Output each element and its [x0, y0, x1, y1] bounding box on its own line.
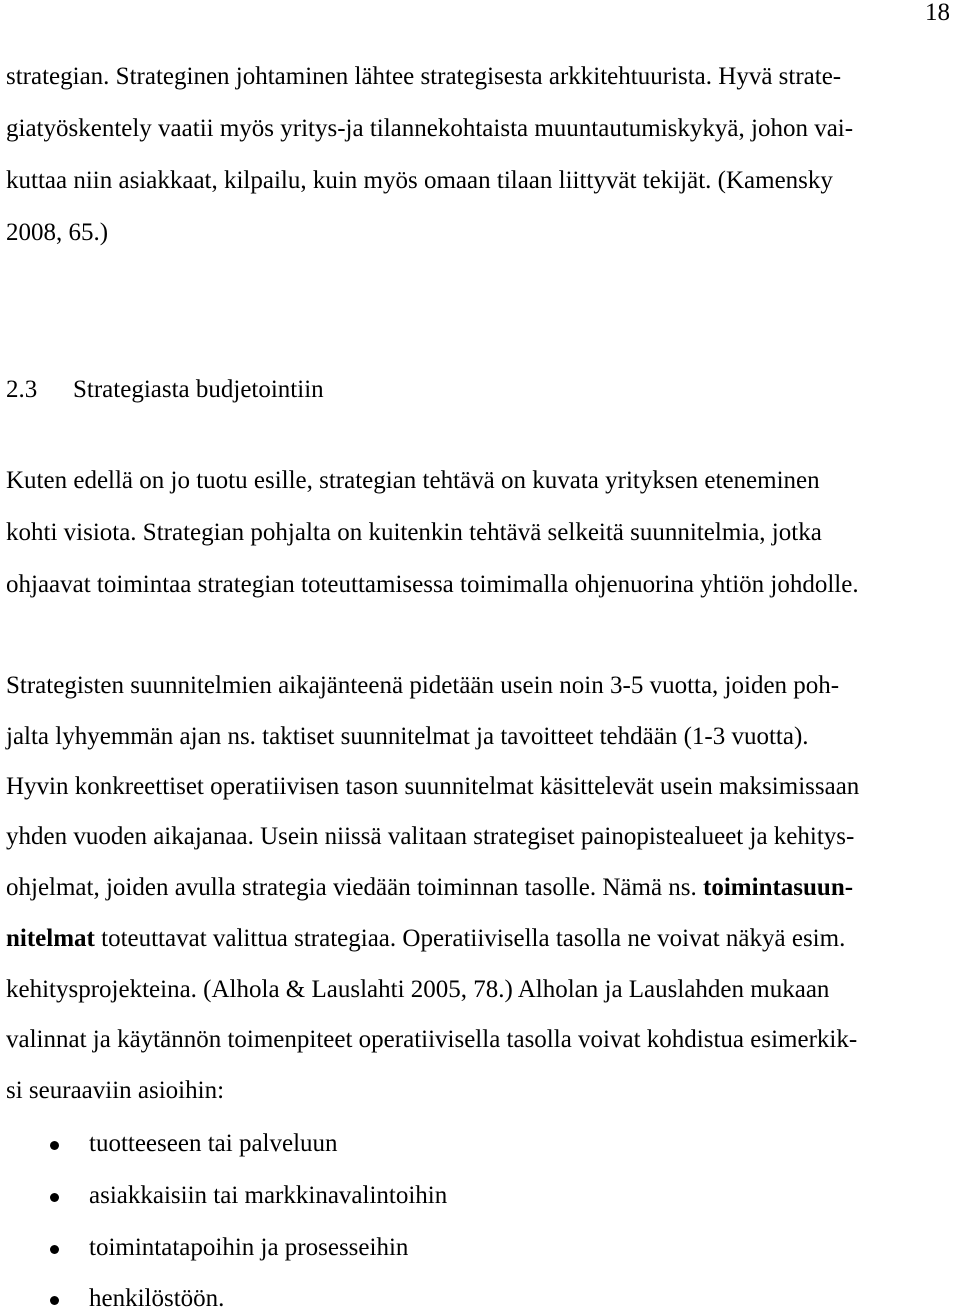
bold-term-part-1: toimintasuun- [703, 874, 854, 901]
section-title: Strategiasta budjetointiin [73, 376, 324, 403]
bullet-dot-3 [50, 1245, 59, 1254]
bullet-dot-4 [50, 1296, 59, 1305]
paragraph-1-line-4: 2008, 65.) [6, 219, 109, 246]
paragraph-3-line-5-text: ohjelmat, joiden avulla strategia viedään toiminnan tasolle. Nämä ns. [6, 874, 704, 901]
paragraph-3-line-2: jalta lyhyemmän ajan ns. taktiset suunnitelmat ja tavoitteet tehdään (1-3 vuotta). [6, 723, 809, 750]
page-number: 18 [925, 0, 950, 26]
bold-term-part-2: nitelmat [6, 925, 95, 952]
list-item-2: asiakkaisiin tai markkinavalintoihin [89, 1182, 448, 1209]
paragraph-2-line-2: kohti visiota. Strategian pohjalta on kuitenkin tehtävä selkeitä suunnitelmia, jotka [6, 519, 822, 546]
section-heading [6, 375, 324, 405]
list-item-3: toimintatapoihin ja prosesseihin [89, 1234, 409, 1261]
paragraph-3-line-3: Hyvin konkreettiset operatiivisen tason suunnitelmat käsittelevät usein maksimissaan [6, 773, 860, 800]
paragraph-1-line-2: giatyöskentely vaatii myös yritys-ja tilannekohtaista muuntautumiskykyä, johon vai- [6, 115, 854, 142]
paragraph-3-line-4: yhden vuoden aikajanaa. Usein niissä valitaan strategiset painopistealueet ja kehitys- [6, 823, 855, 850]
bullet-dot-2 [50, 1193, 59, 1202]
paragraph-1-line-1: strategian. Strateginen johtaminen lähtee strategisesta arkkitehtuurista. Hyvä strate- [6, 63, 842, 90]
bullet-dot-1 [50, 1141, 59, 1150]
paragraph-3-line-7: kehitysprojekteina. (Alhola & Lauslahti 2005, 78.) Alholan ja Lauslahden mukaan [6, 976, 830, 1003]
paragraph-3-line-6 [6, 924, 845, 954]
section-number: 2.3 [6, 376, 38, 403]
paragraph-3-line-8: valinnat ja käytännön toimenpiteet operatiivisella tasolla voivat kohdistua esimerkik- [6, 1026, 858, 1053]
list-item-4: henkilöstöön. [89, 1285, 225, 1312]
paragraph-1-line-3: kuttaa niin asiakkaat, kilpailu, kuin myös omaan tilaan liittyvät tekijät. (Kamensky [6, 167, 833, 194]
paragraph-3-line-9: si seuraaviin asioihin: [6, 1077, 225, 1104]
list-item-1: tuotteeseen tai palveluun [89, 1130, 338, 1157]
paragraph-3-line-6-text: toteuttavat valittua strategiaa. Operatiivisella tasolla ne voivat näkyä esim. [94, 925, 846, 952]
paragraph-3-line-1: Strategisten suunnitelmien aikajänteenä pidetään usein noin 3-5 vuotta, joiden poh- [6, 672, 840, 699]
paragraph-2-line-3: ohjaavat toimintaa strategian toteuttamisessa toimimalla ohjenuorina yhtiön johdolle. [6, 571, 859, 598]
paragraph-2-line-1: Kuten edellä on jo tuotu esille, strategian tehtävä on kuvata yrityksen eteneminen [6, 467, 820, 494]
paragraph-3-line-5 [6, 873, 853, 903]
